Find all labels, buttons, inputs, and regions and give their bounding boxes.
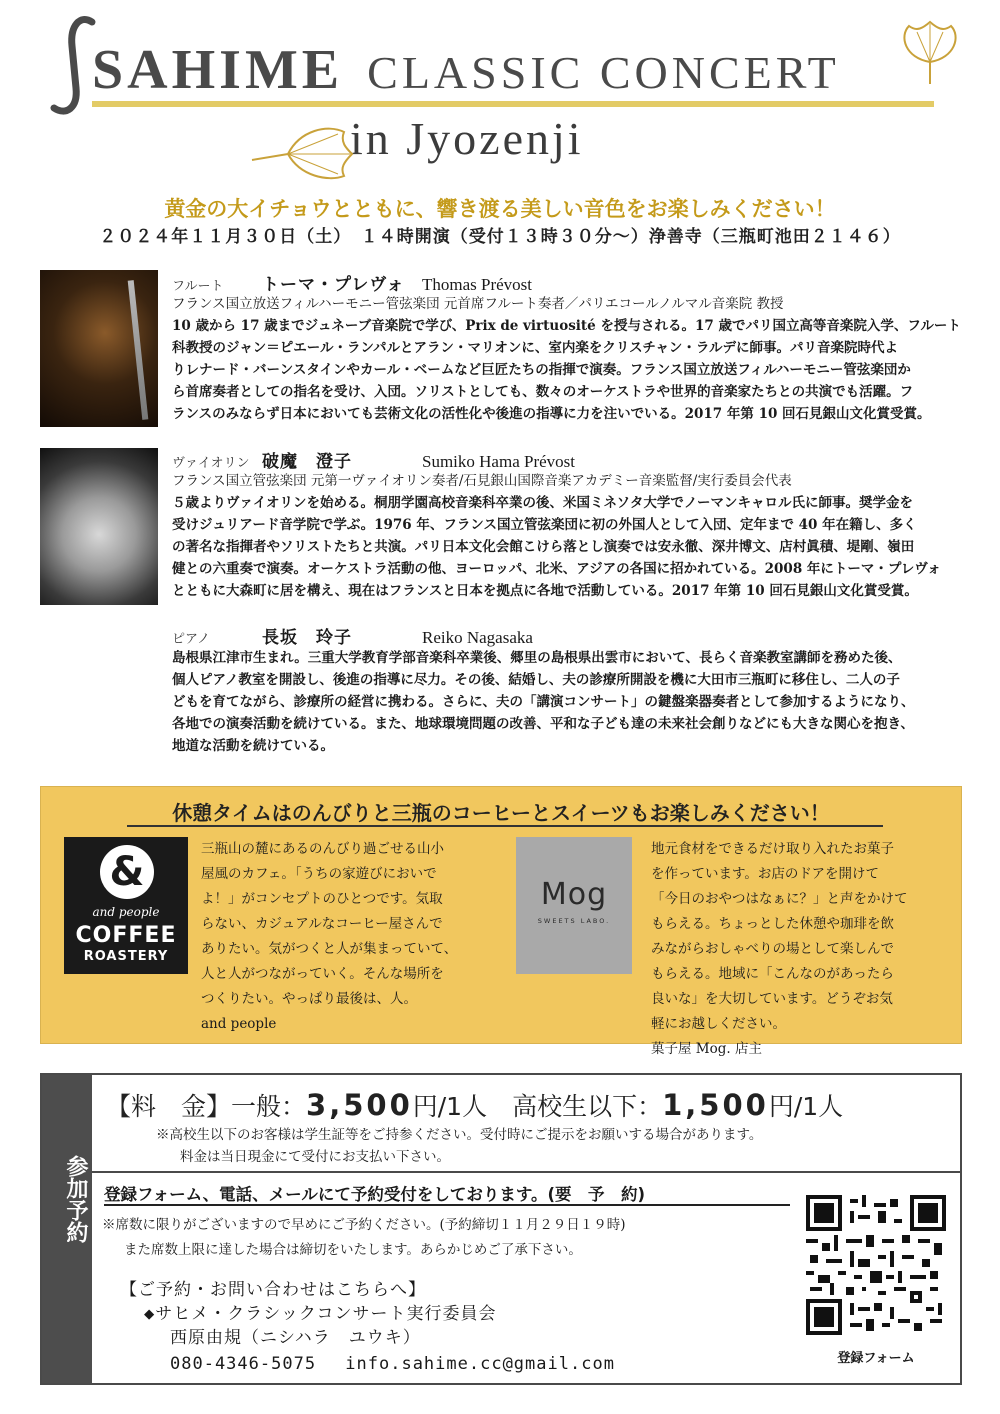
- reservation-heading-underline: [104, 1204, 790, 1206]
- performer-flute: [172, 270, 962, 425]
- price-unit-student: 円/1人: [768, 1092, 844, 1121]
- performer-bio: ５歳よりヴァイオリンを始める。桐朋学園高校音楽科卒業の後、米国ミネソタ大学でノーマンキャロル氏に師事。奨学金を 受けジュリアード音学院で学ぶ。1976 年、フランス国立管弦楽団に初の外国人として入団、定年まで 40 年在籍し、多く の著名な指揮者やソリストたちと共演。パリ日本文化会館こけら落とし演奏では安永徹、深井博文、店村眞積、堤剛、嶺田 健との六重奏で演奏。オーケストラ活動の他、ヨーロッパ、北米、アジアの各国に招かれている。2008 年にトーマ・プレヴォ とともに大森町に居を構え、現在はフランスと日本を拠点に各地で活動している。2017 年第 10 回石見銀山文化賞受賞。: [172, 495, 941, 599]
- price-note-student-id: ※高校生以下のお客様は学生証等をご持参ください。受付時にご提示をお願いする場合があります。: [156, 1127, 763, 1143]
- performer-name-en: Reiko Nagasaka: [422, 628, 533, 647]
- price-line: [106, 1087, 843, 1123]
- price-label: 【料 金】一般：: [106, 1092, 307, 1121]
- reservation-box: [40, 1073, 962, 1385]
- registration-qr-code[interactable]: [806, 1195, 946, 1335]
- contact-person: 西原由規（ニシハラ ユウキ）: [170, 1328, 421, 1348]
- flute-shape: [128, 280, 149, 420]
- cafe-description: 三瓶山の麓にあるのんびり過ごせる山小 屋風のカフェ。「うちの家遊びにおいで よ！」がコンセプトのひとつです。気取 らない、カジュアルなコーヒー屋さんで ありたい。気がつくと人が集まっていて、 人と人がつながっていく。そんな場所を つくりたい。やっぱり最後は、人。 and people: [201, 841, 458, 1032]
- reservation-side-bar: [42, 1075, 92, 1383]
- performer-violin: [172, 447, 962, 602]
- tagline: 黄金の大イチョウとともに、響き渡る美しい音色をお楽しみください！: [164, 196, 836, 221]
- break-time-box: [40, 786, 962, 1057]
- sweets-description: 地元食材をできるだけ取り入れたお菓子 を作っています。お店のドアを開けて 「今日のおやつはなぁに？」と声をかけて もらえる。ちょっとした休憩や珈琲を飲 みながらおしゃべりの場として楽しんで もらえる。地域に「こんなのがあったら 良いな」を大切しています。どうぞお気 軽にお越しください。 菓子屋 Mog. 店主: [651, 841, 908, 1057]
- price-unit-general: 円/1人 高校生以下：: [412, 1092, 663, 1121]
- title-classic-concert: CLASSIC CONCERT: [367, 47, 840, 98]
- performer-name-ja: 長坂 玲子: [262, 628, 352, 648]
- performer-title: フランス国立放送フィルハーモニー管弦楽団 元首席フルート奏者／パリエコールノルマル音楽院 教授: [172, 296, 784, 312]
- reservation-heading: 登録フォーム、電話、メールにて予約受付をしております。(要 予 約): [104, 1185, 646, 1204]
- and-people-coffee-logo: [64, 837, 188, 974]
- price-general: 3,500: [306, 1088, 413, 1122]
- ginkgo-leaf-icon: [895, 18, 965, 88]
- date-venue: ２０２４年１１月３０日（土） １４時開演（受付１３時３０分〜）浄善寺（三瓶町池田２１４６）: [99, 227, 901, 247]
- performer-bio: 島根県江津市生まれ。三重大学教育学部音楽科卒業後、郷里の島根県出雲市において、長らく音楽教室講師を務めた後、 個人ピアノ教室を開設し、後進の指導に尽力。その後、結婚し、夫の診療所開設を機に大田市三瓶町に移住し、二人の子 どもを育てながら、診療所の経営に携わる。さらに、夫の「講演コンサート」の鍵盤楽器奏者として参加するようになり、 各地での演奏活動を続けている。また、地球環境問題の改善、平和な子ども達の未来社会創りなどにも大きな関心を抱き、 地道な活動を続けている。: [172, 650, 915, 754]
- contact-heading: 【ご予約・お問い合わせはこちらへ】: [120, 1280, 426, 1300]
- instrument-label: ピアノ: [172, 632, 210, 647]
- performer-name-en: Thomas Prévost: [422, 275, 533, 294]
- performer-name-ja: 破魔 澄子: [262, 452, 352, 472]
- title-sahime: SAHIME: [92, 39, 344, 101]
- reservation-side-label: 参加予約: [63, 1155, 89, 1243]
- ampersand-mark: &: [100, 845, 154, 899]
- concert-title: [92, 38, 840, 102]
- qr-code-label: 登録フォーム: [837, 1351, 915, 1366]
- mog-sweets-logo: [516, 837, 632, 974]
- logo-line-roastery: ROASTERY: [83, 949, 169, 964]
- performer-photo-flute: [40, 270, 158, 427]
- performer-title: フランス国立管弦楽団 元第一ヴァイオリン奏者/石見銀山国際音楽アカデミー音楽監督/実行委員会代表: [172, 473, 792, 489]
- performer-name-en: Sumiko Hama Prévost: [422, 452, 575, 471]
- break-time-title: 休憩タイムはのんびりと三瓶のコーヒーとスイーツもお楽しみください！: [172, 801, 830, 825]
- mog-logo-sub: SWEETS LABO.: [537, 917, 611, 925]
- title-rule: [92, 101, 934, 107]
- logo-line-coffee: COFFEE: [75, 923, 177, 948]
- break-title-underline: [127, 825, 883, 827]
- price-student: 1,500: [662, 1088, 769, 1122]
- contact-phone-email[interactable]: 080-4346-5075 info.sahime.cc@gmail.com: [170, 1354, 615, 1374]
- performer-piano: [172, 623, 962, 757]
- ginkgo-leaf-icon: [248, 120, 358, 180]
- contact-committee: ◆サヒメ・クラシックコンサート実行委員会: [144, 1304, 497, 1324]
- section-divider: [92, 1171, 960, 1173]
- performer-bio: 10 歳から 17 歳までジュネーブ音楽院で学び、Prix de virtuosité を授与される。17 歳でパリ国立高等音楽院入学、フルート 科教授のジャン＝ピエール・ランパルとアラン・マリオンに、室内楽をクリスチャン・ラルデに師事。パリ音楽院時代よ りレナード・バーンスタインやカール・ベームなど巨匠たちの指揮で演奏。フランス国立放送フィルハーモニー管弦楽団か ら首席奏者としての指名を受け、入団。ソリストとしても、数々のオーケストラや世界的音楽家たちとの共演でも活躍。フ ランスのみならず日本においても芸術文化の活性化や後進の指導に力を注いでいる。2017 年第 10 回石見銀山文化賞受賞。: [172, 318, 961, 422]
- logo-line-and-people: and people: [92, 905, 160, 919]
- mog-logo-main: Mog: [540, 877, 608, 912]
- instrument-label: フルート: [172, 279, 224, 294]
- concert-subtitle: in Jyozenji: [350, 113, 584, 164]
- performer-photo-violin: [40, 448, 158, 605]
- reservation-note-deadline: ※席数に限りがございますので早めにご予約ください。(予約締切１１月２９日１９時): [102, 1217, 626, 1233]
- reservation-note-capacity: また席数上限に達した場合は締切をいたします。あらかじめご了承下さい。: [124, 1242, 582, 1258]
- price-note-cash: 料金は当日現金にて受付にお支払い下さい。: [180, 1149, 450, 1165]
- performer-name-ja: トーマ・プレヴォ: [262, 275, 405, 295]
- instrument-label: ヴァイオリン: [172, 456, 250, 471]
